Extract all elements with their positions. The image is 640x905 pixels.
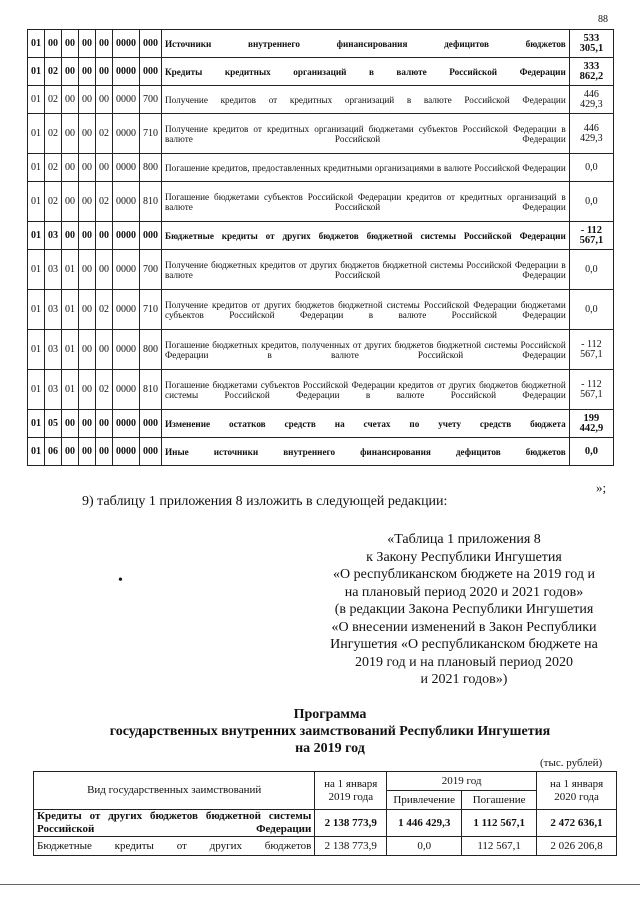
units-label: (тыс. рублей)	[540, 757, 603, 769]
source-name-cell: Погашение бюджетных кредитов, полученных от других бюджетов бюджетной системы Российской Федерации в валюте Российской Федерации	[162, 330, 570, 370]
table-row	[28, 370, 614, 410]
code-cell: 000	[140, 30, 162, 58]
code-cell: 00	[96, 410, 113, 438]
code-cell: 00	[96, 330, 113, 370]
code-cell: 000	[140, 438, 162, 466]
code-cell: 0000	[113, 330, 140, 370]
borrowing-type-cell: Бюджетные кредиты от других бюджетов	[34, 837, 315, 856]
financing-sources-table	[27, 29, 614, 466]
table-row	[28, 222, 614, 250]
header-attraction: Привлечение	[387, 791, 462, 810]
code-cell: 00	[79, 330, 96, 370]
code-cell: 00	[79, 222, 96, 250]
amount-cell: 0,0	[569, 438, 613, 466]
table-row	[28, 58, 614, 86]
code-cell: 03	[45, 330, 62, 370]
code-cell: 0000	[113, 30, 140, 58]
code-cell: 00	[96, 86, 113, 114]
code-cell: 00	[62, 86, 79, 114]
code-cell: 00	[79, 370, 96, 410]
table-row	[28, 438, 614, 466]
code-cell: 01	[28, 222, 45, 250]
code-cell: 06	[45, 438, 62, 466]
code-cell: 000	[140, 410, 162, 438]
program-title	[40, 706, 620, 757]
source-name-cell: Получение бюджетных кредитов от других бюджетов бюджетной системы Российской Федерации в валюте Российской Федерации	[162, 250, 570, 290]
amount-cell: 1 112 567,1	[462, 810, 537, 837]
code-cell: 01	[62, 290, 79, 330]
code-cell: 0000	[113, 370, 140, 410]
amount-cell: 0,0	[569, 290, 613, 330]
code-cell: 0000	[113, 182, 140, 222]
amount-cell: 112 567,1	[462, 837, 537, 856]
source-name-cell: Получение кредитов от кредитных организаций бюджетами субъектов Российской Федерации в валюте Российской Федерации	[162, 114, 570, 154]
code-cell: 02	[96, 182, 113, 222]
source-name-cell: Бюджетные кредиты от других бюджетов бюджетной системы Российской Федерации	[162, 222, 570, 250]
closing-quote: »;	[596, 480, 607, 495]
source-name-cell: Погашение бюджетами субъектов Российской Федерации кредитов от кредитных организаций в валюте Российской Федерации	[162, 182, 570, 222]
code-cell: 03	[45, 222, 62, 250]
code-cell: 0000	[113, 58, 140, 86]
code-cell: 00	[79, 182, 96, 222]
code-cell: 00	[62, 438, 79, 466]
code-cell: 02	[45, 86, 62, 114]
code-cell: 000	[140, 58, 162, 86]
source-name-cell: Изменение остатков средств на счетах по учету средств бюджета	[162, 410, 570, 438]
code-cell: 00	[96, 30, 113, 58]
amount-cell: 333 862,2	[569, 58, 613, 86]
reference-line: и 2021 годов»)	[420, 672, 508, 687]
code-cell: 00	[62, 114, 79, 154]
code-cell: 800	[140, 330, 162, 370]
code-cell: 00	[96, 154, 113, 182]
code-cell: 00	[62, 58, 79, 86]
code-cell: 01	[62, 370, 79, 410]
code-cell: 02	[45, 182, 62, 222]
amount-cell: 0,0	[387, 837, 462, 856]
code-cell: 810	[140, 370, 162, 410]
code-cell: 01	[28, 330, 45, 370]
code-cell: 05	[45, 410, 62, 438]
reference-line: на плановый период 2020 и 2021 годов»	[344, 584, 584, 600]
amount-cell: 2 138 773,9	[315, 810, 387, 837]
source-name-cell: Получение кредитов от кредитных организаций в валюте Российской Федерации	[162, 86, 570, 114]
code-cell: 03	[45, 370, 62, 410]
code-cell: 0000	[113, 438, 140, 466]
reference-line: к Закону Республики Ингушетия	[366, 549, 562, 565]
table-row	[28, 182, 614, 222]
table-row	[34, 810, 617, 837]
code-cell: 00	[62, 222, 79, 250]
table-row	[28, 154, 614, 182]
code-cell: 0000	[113, 222, 140, 250]
code-cell: 00	[96, 222, 113, 250]
code-cell: 02	[96, 114, 113, 154]
code-cell: 0000	[113, 114, 140, 154]
code-cell: 000	[140, 222, 162, 250]
header-jan-2020: на 1 января 2020 года	[537, 772, 617, 810]
code-cell: 0000	[113, 154, 140, 182]
code-cell: 01	[28, 58, 45, 86]
table-row	[34, 837, 617, 856]
code-cell: 01	[62, 250, 79, 290]
stray-mark: •	[118, 573, 123, 588]
reference-line: Ингушетия «О республиканском бюджете на	[330, 637, 598, 652]
reference-line: «Таблица 1 приложения 8	[387, 532, 541, 547]
table-reference-block	[308, 531, 620, 689]
code-cell: 00	[79, 154, 96, 182]
table-row	[28, 30, 614, 58]
amount-cell: 199 442,9	[569, 410, 613, 438]
source-name-cell: Кредиты кредитных организаций в валюте Российской Федерации	[162, 58, 570, 86]
borrowing-type-cell: Кредиты от других бюджетов бюджетной системы Российской Федерации	[34, 810, 315, 837]
code-cell: 00	[96, 438, 113, 466]
code-cell: 700	[140, 86, 162, 114]
code-cell: 01	[28, 250, 45, 290]
code-cell: 810	[140, 182, 162, 222]
code-cell: 00	[79, 114, 96, 154]
code-cell: 01	[28, 30, 45, 58]
code-cell: 0000	[113, 86, 140, 114]
amount-cell: - 112 567,1	[569, 370, 613, 410]
code-cell: 01	[62, 330, 79, 370]
code-cell: 00	[62, 182, 79, 222]
code-cell: 00	[79, 30, 96, 58]
code-cell: 710	[140, 114, 162, 154]
code-cell: 00	[79, 290, 96, 330]
source-name-cell: Источники внутреннего финансирования дефицитов бюджетов	[162, 30, 570, 58]
source-name-cell: Получение кредитов от других бюджетов бюджетной системы Российской Федерации бюджетами субъектов Российской Федерации в валюте Российской Федерации	[162, 290, 570, 330]
amount-cell: - 112 567,1	[569, 222, 613, 250]
code-cell: 00	[79, 410, 96, 438]
reference-line: «О внесении изменений в Закон Республики	[331, 619, 597, 635]
source-name-cell: Погашение бюджетами субъектов Российской Федерации кредитов от других бюджетов бюджетной системы Российской Федерации в валюте Российской Федерации	[162, 370, 570, 410]
header-jan-2019: на 1 января 2019 года	[315, 772, 387, 810]
code-cell: 01	[28, 182, 45, 222]
amount-cell: 533 305,1	[569, 30, 613, 58]
table-row	[28, 330, 614, 370]
code-cell: 01	[28, 86, 45, 114]
code-cell: 800	[140, 154, 162, 182]
reference-line: 2019 год и на плановый период 2020	[355, 654, 573, 670]
program-title-line: Программа	[293, 707, 367, 722]
code-cell: 00	[79, 250, 96, 290]
code-cell: 00	[62, 154, 79, 182]
code-cell: 02	[96, 290, 113, 330]
reference-line: «О республиканском бюджете на 2019 год и	[333, 567, 595, 582]
code-cell: 00	[45, 30, 62, 58]
table-row	[28, 290, 614, 330]
code-cell: 00	[79, 438, 96, 466]
code-cell: 01	[28, 154, 45, 182]
code-cell: 00	[62, 30, 79, 58]
code-cell: 01	[28, 290, 45, 330]
code-cell: 03	[45, 250, 62, 290]
table-row	[28, 86, 614, 114]
borrowing-program-table	[33, 771, 617, 856]
amount-cell: 446 429,3	[569, 86, 613, 114]
code-cell: 02	[45, 154, 62, 182]
amount-cell: - 112 567,1	[569, 330, 613, 370]
page-bottom-rule	[0, 884, 640, 885]
code-cell: 0000	[113, 250, 140, 290]
table-row	[28, 410, 614, 438]
code-cell: 01	[28, 370, 45, 410]
code-cell: 00	[96, 58, 113, 86]
header-year-2019: 2019 год	[387, 772, 537, 791]
amount-cell: 0,0	[569, 182, 613, 222]
amount-cell: 0,0	[569, 154, 613, 182]
amount-cell: 2 138 773,9	[315, 837, 387, 856]
amendment-paragraph: 9) таблицу 1 приложения 8 изложить в следующей редакции:	[82, 494, 448, 509]
code-cell: 0000	[113, 410, 140, 438]
table-row	[28, 114, 614, 154]
program-title-line: государственных внутренних заимствований Республики Ингушетия	[109, 724, 551, 739]
table-row	[28, 250, 614, 290]
code-cell: 01	[28, 438, 45, 466]
amount-cell: 446 429,3	[569, 114, 613, 154]
amount-cell: 2 026 206,8	[537, 837, 617, 856]
amount-cell: 2 472 636,1	[537, 810, 617, 837]
source-name-cell: Погашение кредитов, предоставленных кредитными организациями в валюте Российской Федерации	[162, 154, 570, 182]
code-cell: 700	[140, 250, 162, 290]
code-cell: 03	[45, 290, 62, 330]
program-title-line: на 2019 год	[295, 741, 365, 756]
code-cell: 0000	[113, 290, 140, 330]
header-borrowing-type: Вид государственных заимствований	[34, 772, 315, 810]
code-cell: 01	[28, 410, 45, 438]
code-cell: 00	[79, 58, 96, 86]
code-cell: 710	[140, 290, 162, 330]
code-cell: 00	[79, 86, 96, 114]
code-cell: 02	[96, 370, 113, 410]
header-repayment: Погашение	[462, 791, 537, 810]
source-name-cell: Иные источники внутреннего финансирования дефицитов бюджетов	[162, 438, 570, 466]
amount-cell: 1 446 429,3	[387, 810, 462, 837]
page-number: 88	[598, 14, 608, 25]
code-cell: 01	[28, 114, 45, 154]
code-cell: 00	[62, 410, 79, 438]
amount-cell: 0,0	[569, 250, 613, 290]
code-cell: 00	[96, 250, 113, 290]
reference-line: (в редакции Закона Республики Ингушетия	[334, 602, 594, 617]
code-cell: 02	[45, 114, 62, 154]
code-cell: 02	[45, 58, 62, 86]
